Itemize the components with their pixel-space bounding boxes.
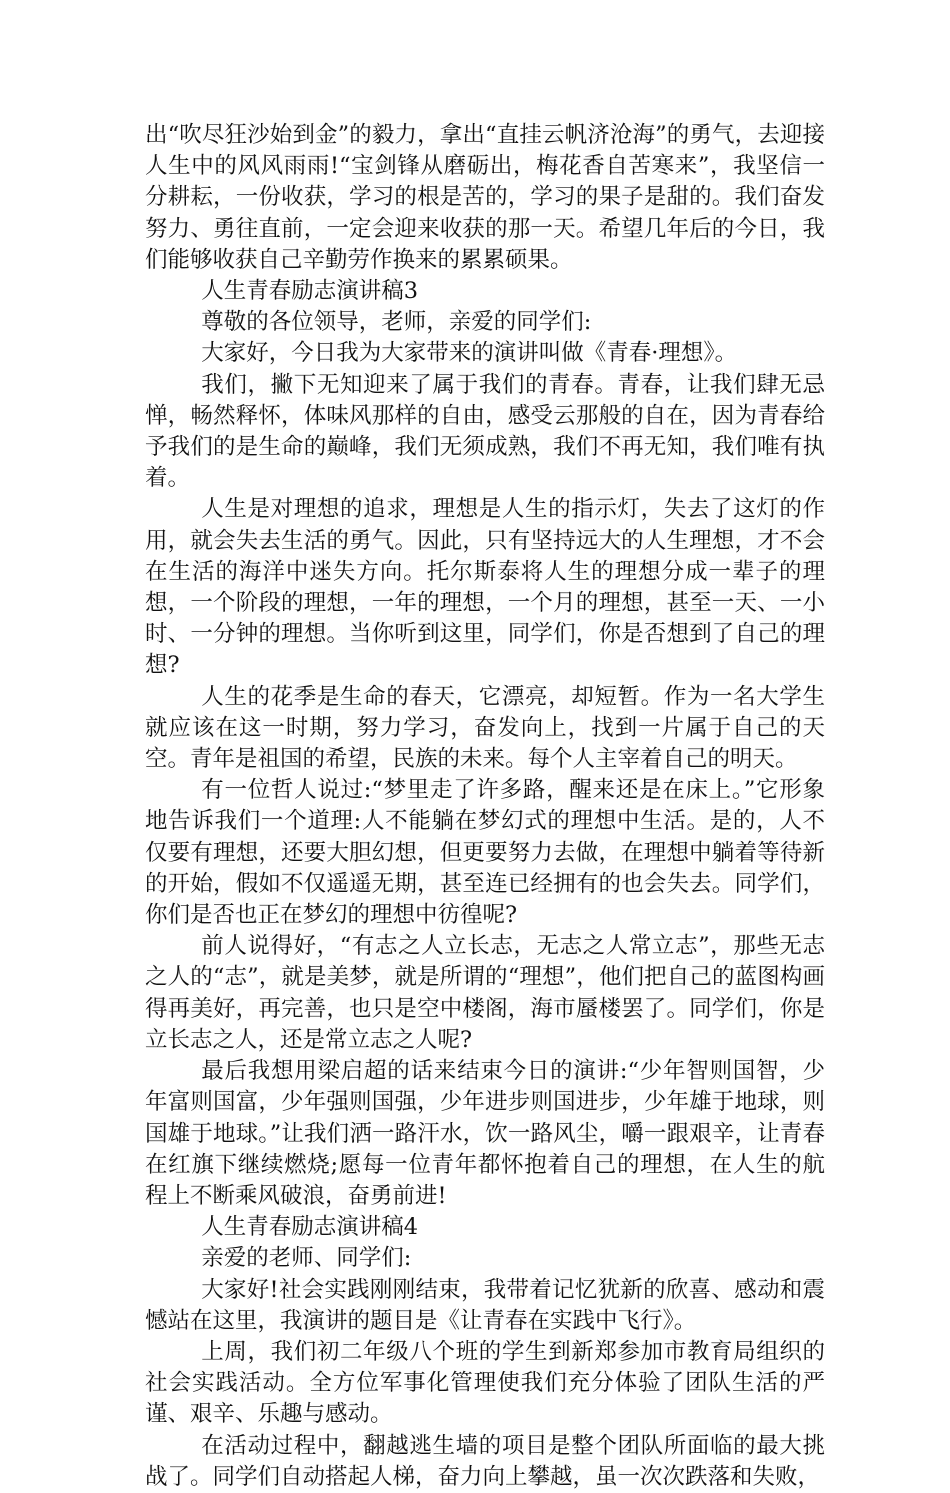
salutation: 尊敬的各位领导，老师，亲爱的同学们: bbox=[201, 309, 592, 336]
section-heading: 人生青春励志演讲稿3 bbox=[201, 278, 419, 305]
paragraph: 人生的花季是生命的春天，它漂亮，却短暂。作为一名大学生就应该在这一时期，努力学习，奋发向上，找到一片属于自己的天空。青年是祖国的希望，民族的未来。每个人主宰着自己的明天。 bbox=[145, 683, 825, 773]
paragraph: 上周，我们初二年级八个班的学生到新郑参加市教育局组织的社会实践活动。全方位军事化管理使我们充分体验了团队生活的严谨、艰辛、乐趣与感动。 bbox=[145, 1338, 825, 1428]
salutation: 亲爱的老师、同学们: bbox=[201, 1245, 412, 1272]
paragraph: 前人说得好，“有志之人立长志，无志之人常立志”，那些无志之人的“志”，就是美梦，就是所谓的“理想”，他们把自己的蓝图构画得再美好，再完善，也只是空中楼阁，海市蜃楼罢了。同学们，你是立长志之人，还是常立志之人呢? bbox=[145, 933, 825, 1053]
paragraph: 大家好!社会实践刚刚结束，我带着记忆犹新的欣喜、感动和震憾站在这里，我演讲的题目是《让青春在实践中飞行》。 bbox=[145, 1276, 825, 1334]
section-heading: 人生青春励志演讲稿4 bbox=[201, 1214, 419, 1241]
document-page bbox=[145, 120, 825, 1493]
paragraph: 大家好，今日我为大家带来的演讲叫做《青春·理想》。 bbox=[201, 340, 738, 367]
paragraph: 有一位哲人说过:“梦里走了许多路，醒来还是在床上。”它形象地告诉我们一个道理:人不能躺在梦幻式的理想中生活。是的，人不仅要有理想，还要大胆幻想，但更要努力去做，在理想中躺着等待新的开始，假如不仅遥遥无期，甚至连已经拥有的也会失去。同学们，你们是否也正在梦幻的理想中彷徨呢? bbox=[145, 777, 825, 929]
paragraph: 我们，撇下无知迎来了属于我们的青春。青春，让我们肆无忌惮，畅然释怀，体味风那样的自由，感受云那般的自在，因为青春给予我们的是生命的巅峰，我们无须成熟，我们不再无知，我们唯有执着。 bbox=[145, 371, 825, 492]
paragraph: 最后我想用梁启超的话来结束今日的演讲:“少年智则国智，少年富则国富，少年强则国强，少年进步则国进步，少年雄于地球，则国雄于地球。”让我们洒一路汗水，饮一路风尘，嚼一跟艰辛，让青春在红旗下继续燃烧;愿每一位青年都怀抱着自己的理想，在人生的航程上不断乘风破浪，奋勇前进! bbox=[145, 1058, 825, 1209]
paragraph: 在活动过程中，翻越逃生墙的项目是整个团队所面临的最大挑战了。同学们自动搭起人梯，奋力向上攀越，虽一次次跌落和失败， bbox=[145, 1432, 825, 1490]
paragraph: 人生是对理想的追求，理想是人生的指示灯，失去了这灯的作用，就会失去生活的勇气。因此，只有坚持远大的人生理想，才不会在生活的海洋中迷失方向。托尔斯泰将人生的理想分成一辈子的理想，一个阶段的理想，一年的理想，一个月的理想，甚至一天、一小时、一分钟的理想。当你听到这里，同学们，你是否想到了自己的理想? bbox=[145, 496, 825, 679]
paragraph: 出“吹尽狂沙始到金”的毅力，拿出“直挂云帆济沧海”的勇气，去迎接人生中的风风雨雨!“宝剑锋从磨砺出，梅花香自苦寒来”，我坚信一分耕耘，一份收获，学习的根是苦的，学习的果子是甜的。我们奋发努力、勇往直前，一定会迎来收获的那一天。希望几年后的今日，我们能够收获自己辛勤劳作换来的累累硕果。 bbox=[145, 122, 825, 273]
